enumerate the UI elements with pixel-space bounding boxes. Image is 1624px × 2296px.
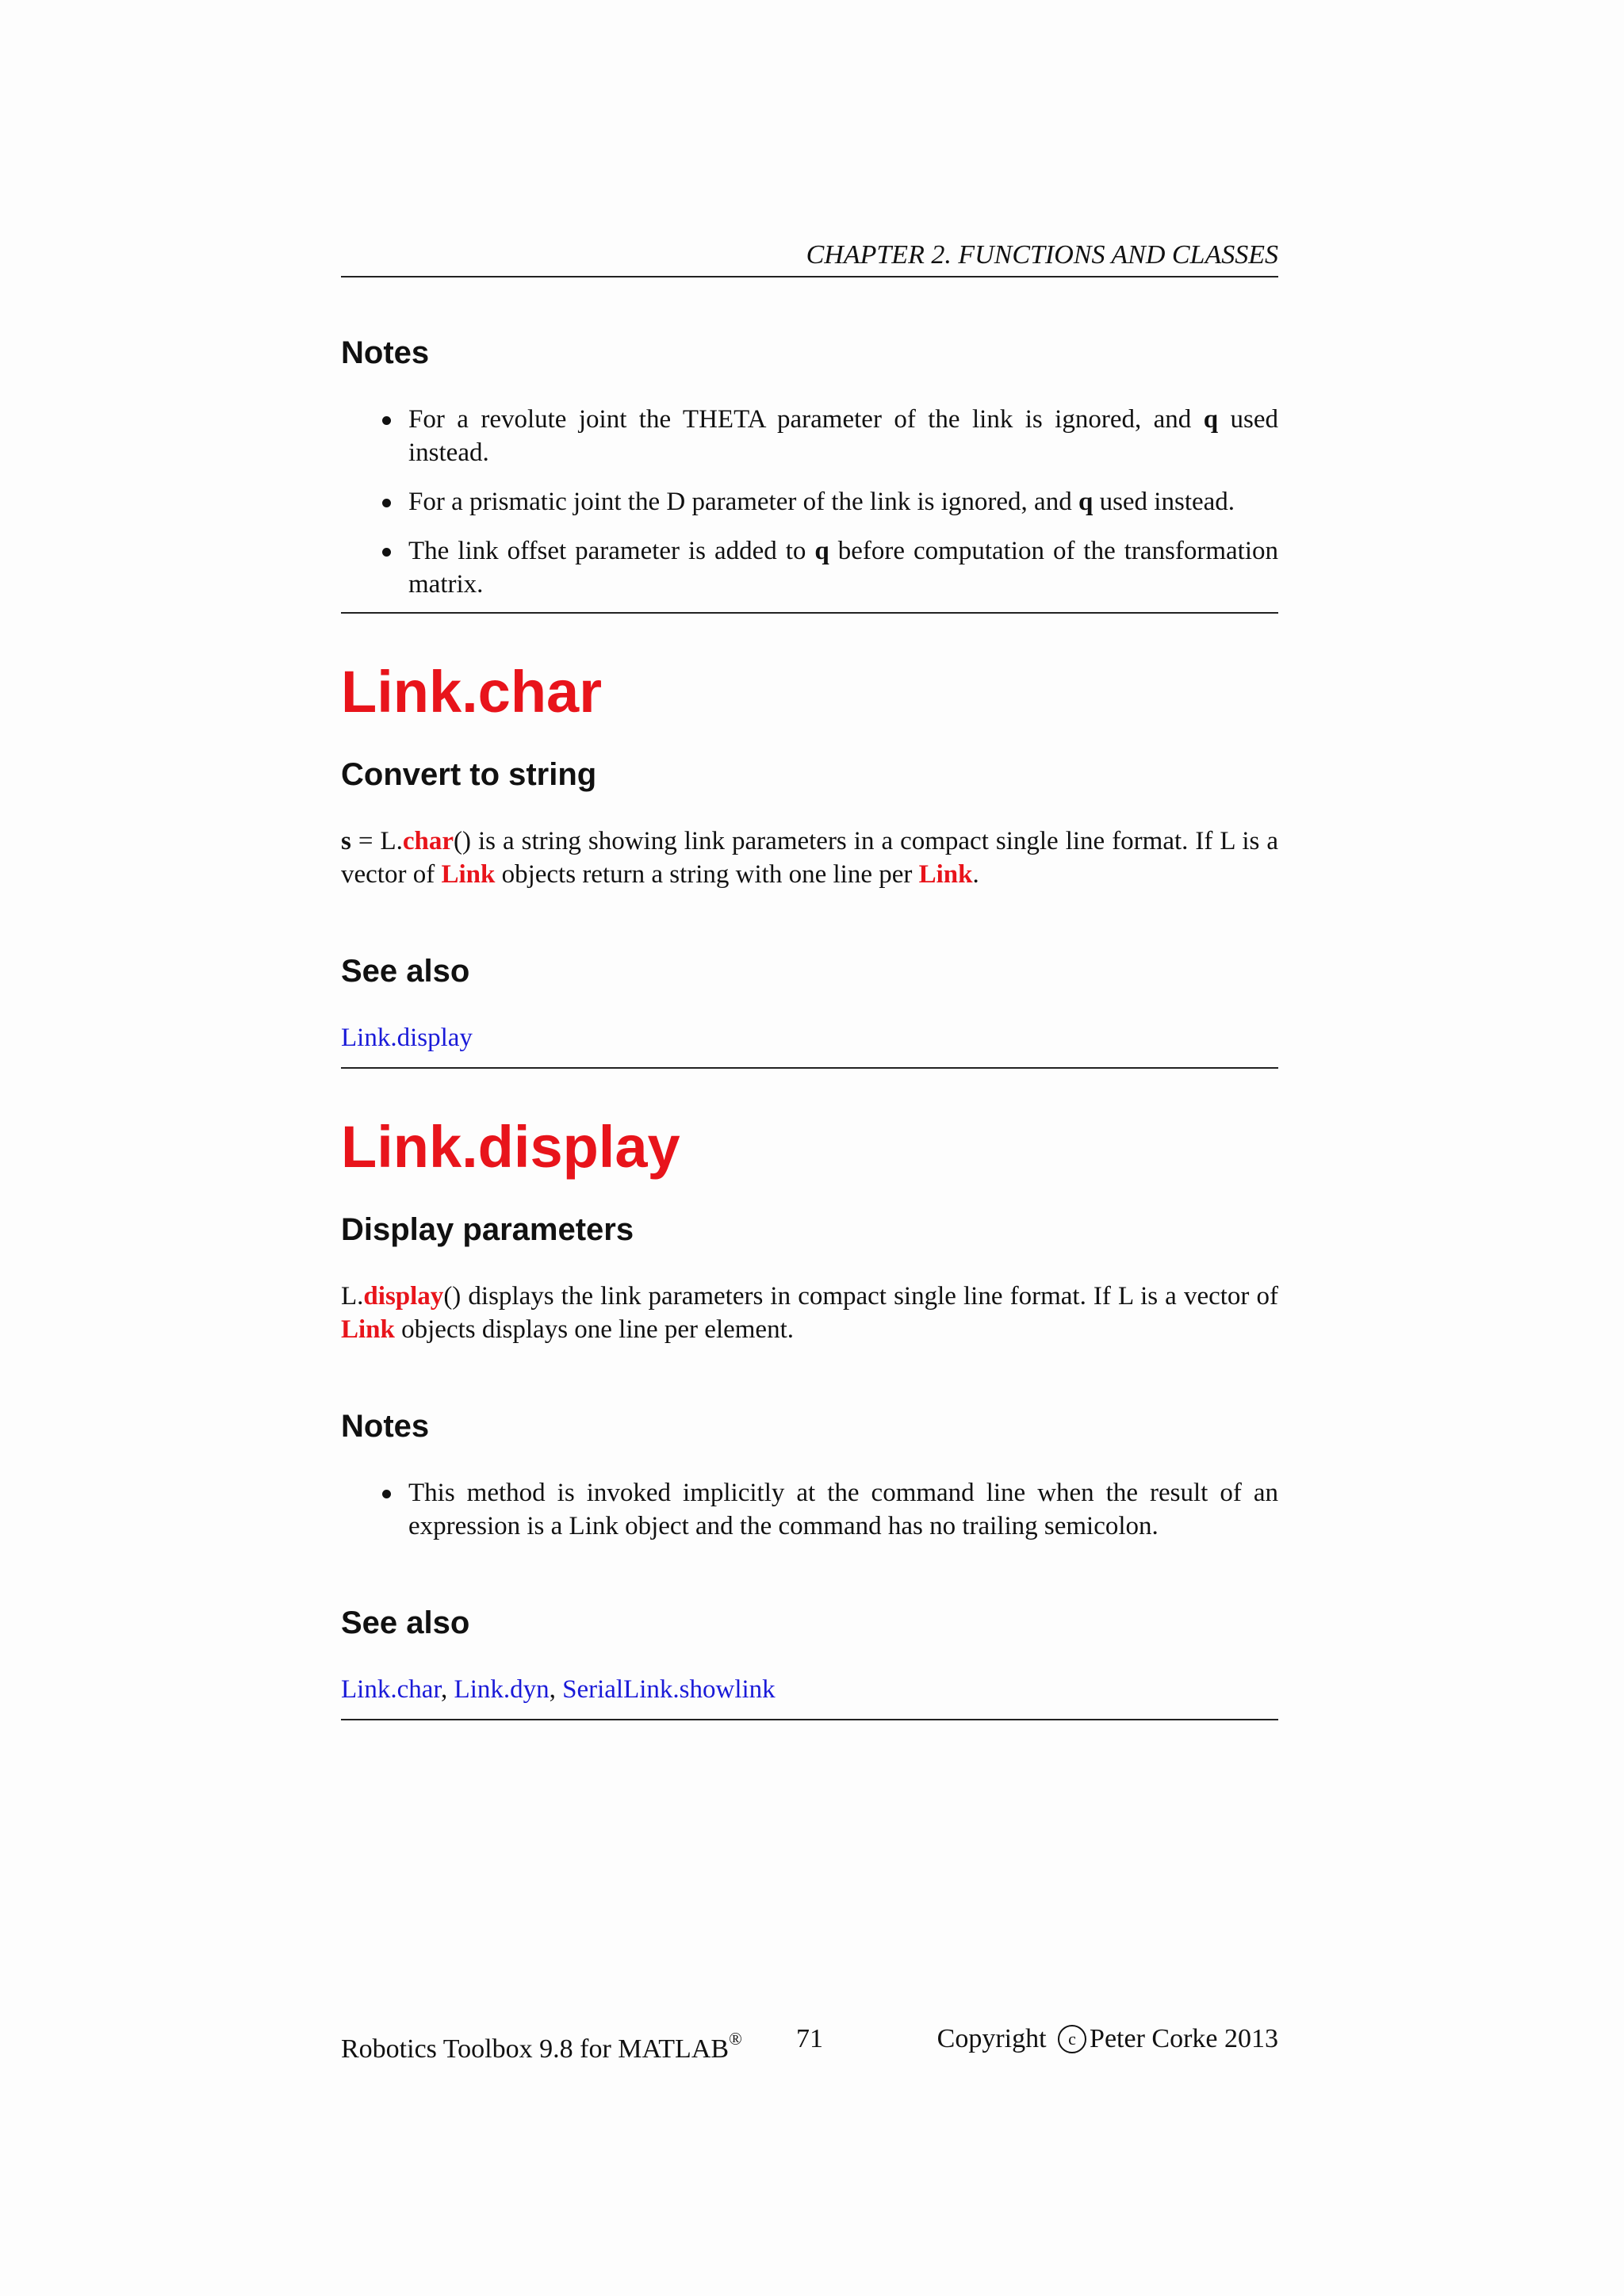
notes-list [341,1476,1278,1543]
copyright-icon: c [1058,2025,1086,2053]
see-also-link-dyn[interactable]: Link.dyn [454,1675,550,1704]
see-also-heading: See also [341,954,470,989]
list-item: For a prismatic joint the D parameter of the link is ignored, and q used instead. [341,485,1278,519]
list-item: For a revolute joint the THETA parameter of the link is ignored, and q used instead. [341,403,1278,469]
function-description: L.display() displays the link parameters in compact single line format. If L is a vector of Link objects displays one line per element. [341,1282,1278,1344]
see-also-link-showlink[interactable]: SerialLink.showlink [562,1675,776,1704]
footer-copyright: Copyright c Peter Corke 2013 [936,2024,1278,2053]
function-subtitle: Display parameters [341,1212,634,1247]
function-subtitle: Convert to string [341,757,597,792]
notes-heading: Notes [341,1409,430,1444]
list-item: The link offset parameter is added to q before computation of the transformation matrix. [341,534,1278,601]
function-title-link-char: Link.char [341,659,602,725]
notes-heading: Notes [341,335,430,370]
see-also-heading: See also [341,1605,470,1640]
see-also-link-char[interactable]: Link.char [341,1675,442,1704]
notes-list [341,403,1278,601]
page-content [341,333,1278,1720]
page-number: 71 [796,2024,823,2053]
footer-title: Robotics Toolbox 9.8 for MATLAB® [341,2029,742,2064]
function-description: s = L.char() is a string showing link parameters in a compact single line format. If L is a vector of Link objects return a string with one line per Link. [341,827,1278,889]
running-head: CHAPTER 2. FUNCTIONS AND CLASSES [341,238,1278,277]
function-title-link-display: Link.display [341,1114,680,1180]
registered-mark: ® [729,2029,742,2049]
see-also-link-display[interactable]: Link.display [341,1024,473,1052]
see-also-links [341,1021,1278,1054]
see-also-links: Link.char, Link.dyn, SerialLink.showlink [341,1675,776,1704]
list-item: This method is invoked implicitly at the command line when the result of an expression is a Link object and the command has no trailing semicolon. [341,1476,1278,1543]
section-divider [341,1719,1278,1720]
